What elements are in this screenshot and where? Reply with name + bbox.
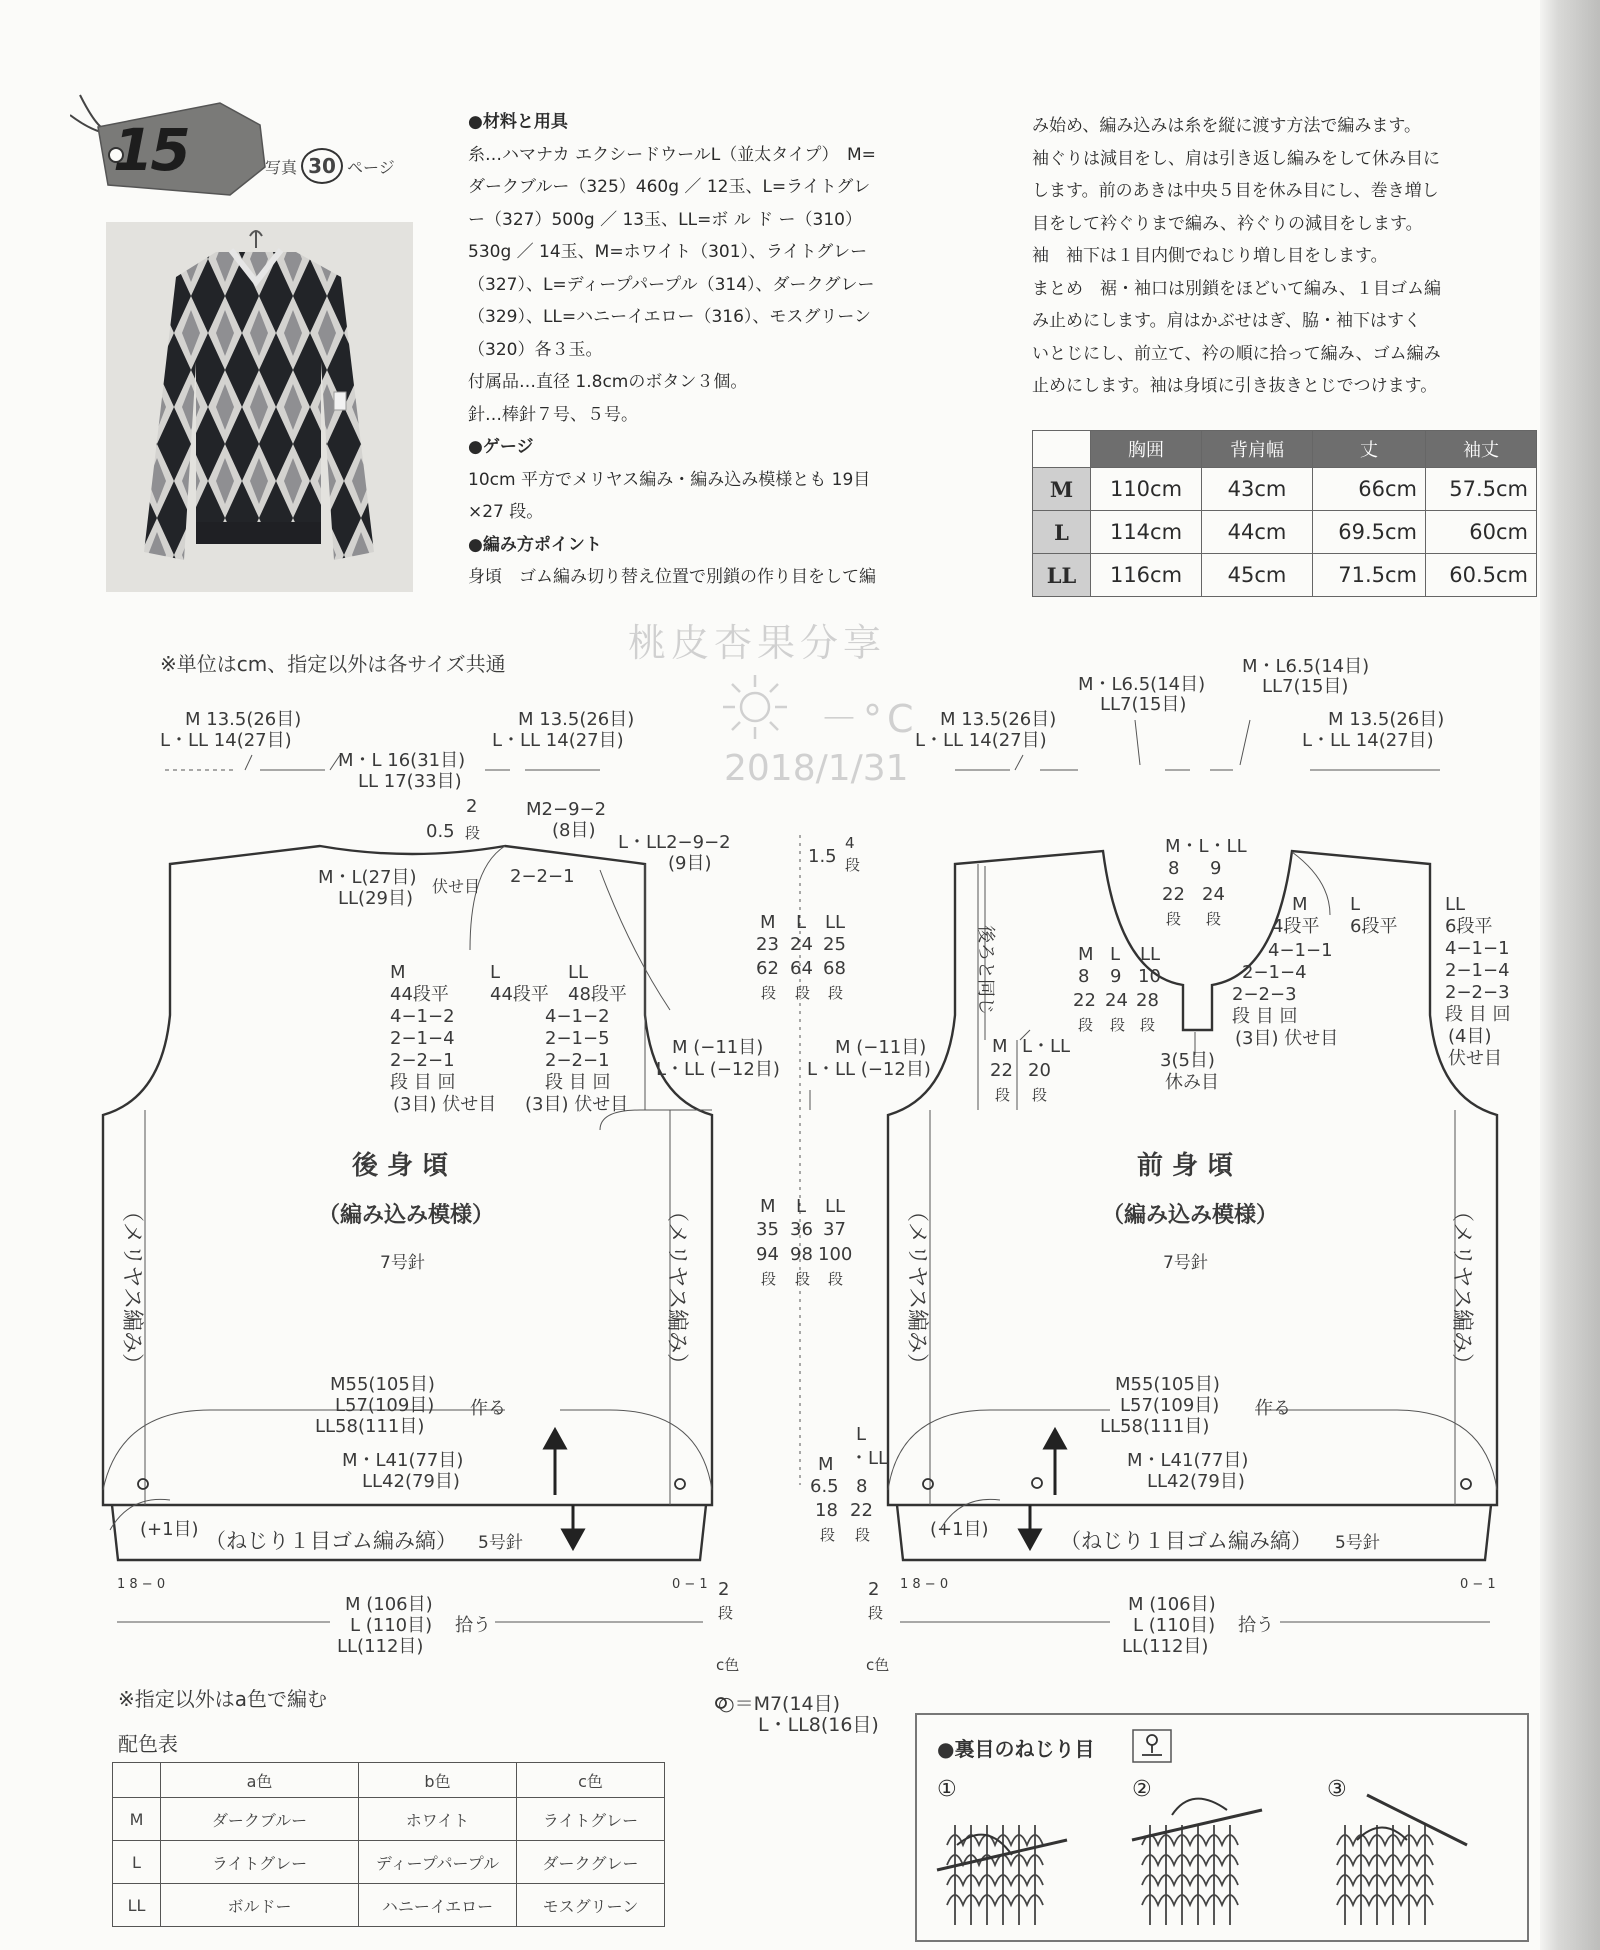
color-value: ボルドー (161, 1884, 359, 1927)
dim-label: L (796, 1196, 807, 1217)
size-table-header: 胸囲 (1091, 431, 1202, 468)
twisted-purl-title: ●裏目のねじり目 (937, 1737, 1095, 1761)
dim-label: L・LL 14(27目) (492, 730, 624, 751)
instruction-line: 袖 袖下は１目内側でねじり増し目をします。 (1032, 246, 1388, 266)
photo-ref-page: 30 (301, 148, 343, 184)
dim-label: 0 − 1 (1460, 1577, 1496, 1592)
dim-label: LL7(15目) (1100, 694, 1187, 715)
dim-label: M (760, 912, 776, 933)
dim-label: 2 (868, 1579, 880, 1600)
dim-label: 拾う (455, 1615, 491, 1636)
dim-label: L (490, 962, 501, 983)
back-rib-needle: 5号針 (478, 1533, 523, 1553)
dim-label: (3目) 伏せ目 (393, 1094, 497, 1115)
color-note: ※指定以外はa色で編む (118, 1687, 328, 1711)
dim-label: (4目) (1448, 1026, 1492, 1047)
size-label: L (1033, 511, 1091, 554)
photo-ref-suffix: ページ (347, 158, 395, 177)
dim-label: L (796, 912, 807, 933)
dim-label: c色 (866, 1656, 890, 1674)
dim-label: 作る (470, 1398, 506, 1419)
color-value: ダークグレー (517, 1841, 665, 1884)
dim-label: 2−1−4 (1242, 962, 1307, 983)
dim-label: L・LL2−9−2 (618, 832, 731, 853)
dim-label: L (1110, 944, 1121, 965)
dim-label: L・LL (−12目) (807, 1059, 931, 1080)
dim-label: 23 (756, 934, 779, 955)
dim-label: 2−1−5 (545, 1028, 610, 1049)
dim-label: 64 (790, 958, 813, 979)
dim-label: L (1350, 894, 1361, 915)
dim-label: 8 (1168, 858, 1180, 879)
color-value: ライトグレー (161, 1841, 359, 1884)
dim-label: (+1目) (140, 1519, 199, 1540)
dim-label: 段 (1206, 910, 1222, 928)
color-table (112, 1762, 665, 1927)
color-table-header: a色 (161, 1763, 359, 1798)
dim-label: 24 (1105, 990, 1128, 1011)
dim-label: M・L6.5(14目) (1242, 656, 1370, 677)
dim-label: M・L6.5(14目) (1078, 674, 1206, 695)
color-value: ホワイト (359, 1798, 517, 1841)
dim-label: M (106目) (1128, 1594, 1216, 1615)
color-value: ライトグレー (517, 1798, 665, 1841)
dim-label: 4−1−1 (1445, 938, 1510, 959)
dim-label: 18 (815, 1500, 838, 1521)
dim-label: LL(112目) (1122, 1636, 1209, 1657)
back-side-label-left: （メリヤス編み） (119, 1200, 144, 1376)
dim-label: 9 (1110, 966, 1122, 987)
circle-mark-legend: L・LL8(16目) (758, 1714, 879, 1736)
dim-label: M (390, 962, 406, 983)
dim-label: 6.5 (810, 1476, 839, 1497)
stitch-step-2-icon (1132, 1799, 1262, 1925)
dim-label: M・L41(77目) (1127, 1450, 1249, 1471)
dim-label: 22 (850, 1500, 873, 1521)
color-value: ハニーイエロー (359, 1884, 517, 1927)
color-value: モスグリーン (517, 1884, 665, 1927)
dim-label: 2 (466, 796, 478, 817)
dim-label: 段 (868, 1604, 884, 1622)
instruction-line: 止めにします。袖は身頃に引き抜きとじでつけます。 (1032, 376, 1438, 396)
dim-label: 2−2−1 (545, 1050, 610, 1071)
instruction-line: まとめ 裾・袖口は別鎖をほどいて編み、１目ゴム編 (1032, 278, 1442, 299)
dim-label: 伏せ目 (432, 877, 481, 896)
dim-label: 段 (795, 984, 811, 1002)
dim-label: 段 (795, 1270, 811, 1288)
dim-label: 2−2−1 (510, 866, 575, 887)
size-value: 43cm (1202, 468, 1313, 511)
dim-label: 4−1−2 (390, 1006, 455, 1027)
color-table-header: c色 (517, 1763, 665, 1798)
dim-label: LL 17(33目) (358, 771, 462, 792)
dim-label: 36 (790, 1219, 813, 1240)
dim-label: M (−11目) (835, 1037, 927, 1058)
table-row (113, 1798, 665, 1841)
dim-label: 2−1−4 (1445, 960, 1510, 981)
materials-line: 針…棒針７号、５号。 (468, 404, 638, 425)
color-value: ダークブルー (161, 1798, 359, 1841)
dim-label: 段 目 回 (390, 1072, 456, 1093)
instruction-line: 袖ぐりは減目をし、肩は引き返し編みをして休み目に (1032, 148, 1440, 169)
points-line: 身頃 ゴム編み切り替え位置で別鎖の作り目をして編 (468, 567, 876, 587)
dim-label: M・L(27目) (318, 867, 417, 888)
table-row (113, 1841, 665, 1884)
dim-label: 4−1−2 (545, 1006, 610, 1027)
dim-label: L・LL 14(27目) (1302, 730, 1434, 751)
dim-label: LL (1445, 894, 1466, 915)
color-size-label: M (113, 1798, 161, 1841)
front-body-title: 前 身 頃 (1137, 1151, 1234, 1181)
dim-label: 段 (820, 1526, 836, 1544)
dim-label: L・LL 14(27目) (915, 730, 1047, 751)
dim-label: 段 (1078, 1016, 1094, 1034)
front-rib-label: （ねじり１目ゴム編み縞） (1060, 1529, 1312, 1553)
dim-label: L (110目) (350, 1615, 433, 1636)
step-label: ① (937, 1777, 957, 1802)
dim-label: 段 (718, 1604, 734, 1622)
size-value: 57.5cm (1426, 468, 1537, 511)
dim-label: L・LL (−12目) (656, 1059, 780, 1080)
dim-label: 段 (1166, 910, 1182, 928)
size-value: 66cm (1313, 468, 1426, 511)
stitch-step-1-icon (937, 1825, 1067, 1925)
circle-mark-legend: ○＝M7(14目) (718, 1693, 841, 1715)
color-table-corner (113, 1763, 161, 1798)
size-value: 60cm (1426, 511, 1537, 554)
dim-label: 0.5 (426, 821, 455, 842)
size-value: 44cm (1202, 511, 1313, 554)
dim-label: M・L 16(31目) (338, 750, 466, 771)
dim-label: 100 (818, 1244, 853, 1265)
dim-label: 段 (995, 1086, 1011, 1104)
back-rib-label: （ねじり１目ゴム編み縞） (205, 1529, 457, 1553)
same-as-back-label: 後ろと同じ (975, 925, 996, 1015)
dim-label: 8 (1078, 966, 1090, 987)
dim-label: ・LL (850, 1448, 889, 1469)
dim-label: 6段平 (1350, 916, 1398, 937)
dim-label: 8 (856, 1476, 868, 1497)
instruction-line: 目をして衿ぐりまで編み、衿ぐりの減目をします。 (1032, 213, 1423, 234)
materials-line: ー（327）500g ／ 13玉、LL=ボ ル ド ー（310） (468, 209, 862, 230)
watermark-date: 2018/1/31 (724, 748, 909, 789)
back-body-title: 後 身 頃 (352, 1151, 449, 1181)
dim-label: LL (1140, 944, 1161, 965)
dim-label: M (−11目) (672, 1037, 764, 1058)
front-side-label-left: （メリヤス編み） (904, 1200, 929, 1376)
instruction-line: いとじにし、前立て、衿の順に拾って編み、ゴム編み (1032, 343, 1441, 364)
watermark-title: 桃皮杏果分享 (628, 621, 887, 665)
back-side-label-right: （メリヤス編み） (664, 1200, 689, 1376)
dim-label: (8目) (552, 820, 596, 841)
dim-label: LL42(79目) (362, 1471, 460, 1492)
dim-label: M 13.5(26目) (940, 709, 1057, 730)
color-table-title: 配色表 (118, 1732, 178, 1756)
front-side-label-right: （メリヤス編み） (1449, 1200, 1474, 1376)
dim-label: M2−9−2 (526, 799, 607, 820)
size-value: 71.5cm (1313, 554, 1426, 597)
photo-ref-prefix: 写真 (265, 158, 298, 177)
dim-label: 62 (756, 958, 779, 979)
dim-label: 2 (718, 1579, 730, 1600)
front-pattern-label: （編み込み模様） (1102, 1203, 1279, 1228)
dim-label: 段 (465, 824, 481, 842)
materials-line: 530g ／ 14玉、M=ホワイト（301）、ライトグレー (468, 242, 868, 262)
dim-label: 22 (990, 1060, 1013, 1081)
dim-label: 98 (790, 1244, 813, 1265)
instruction-line: します。前のあきは中央５目を休み目にし、巻き増し (1032, 181, 1439, 201)
dim-label: 段 目 回 (1445, 1004, 1511, 1025)
dim-label: c色 (716, 1656, 740, 1674)
step-label: ② (1132, 1777, 1152, 1802)
back-needle-label: 7号針 (380, 1253, 425, 1273)
dim-label: M (106目) (345, 1594, 433, 1615)
size-value: 110cm (1091, 468, 1202, 511)
dim-label: 段 目 回 (1232, 1006, 1298, 1027)
dim-label: M 13.5(26目) (185, 709, 302, 730)
dim-label: 22 (1073, 990, 1096, 1011)
dim-label: 68 (823, 958, 846, 979)
dim-label: 段 (1140, 1016, 1156, 1034)
dim-label: 44段平 (390, 984, 449, 1005)
materials-line: （327）、L=ディープパープル（314）、ダークグレー (468, 274, 875, 295)
materials-line: （320）各３玉。 (468, 339, 603, 360)
dim-label: M (992, 1036, 1008, 1057)
dim-label: (3目) 伏せ目 (1235, 1028, 1339, 1049)
dim-label: 2−1−4 (390, 1028, 455, 1049)
color-size-label: LL (113, 1884, 161, 1927)
dim-label: M 13.5(26目) (1328, 709, 1445, 730)
dim-label: 1.5 (808, 846, 837, 867)
pattern-number: 15 (113, 116, 188, 184)
twisted-purl-box (915, 1713, 1529, 1942)
dim-label: 10 (1138, 966, 1161, 987)
dim-label: L・LL 14(27目) (160, 730, 292, 751)
dim-label: 2−2−3 (1232, 984, 1297, 1005)
dim-label: M・L41(77目) (342, 1450, 464, 1471)
dim-label: (9目) (668, 853, 712, 874)
back-pattern-label: （編み込み模様） (318, 1203, 495, 1228)
dim-label: (+1目) (930, 1519, 989, 1540)
instruction-line: み始め、編み込みは糸を縦に渡す方法で編みます。 (1032, 116, 1421, 136)
front-needle-label: 7号針 (1163, 1253, 1208, 1273)
dim-label: 0 − 1 (672, 1577, 708, 1592)
dim-label: 35 (756, 1219, 779, 1240)
dim-label: 段 (1110, 1016, 1126, 1034)
size-table-header: 背肩幅 (1202, 431, 1313, 468)
color-table-header: b色 (359, 1763, 517, 1798)
dim-label: (3目) 伏せ目 (525, 1094, 629, 1115)
size-value: 60.5cm (1426, 554, 1537, 597)
dim-label: 94 (756, 1244, 779, 1265)
gauge-heading: ●ゲージ (468, 437, 534, 457)
size-table-header: 袖丈 (1426, 431, 1537, 468)
dim-label: M (1292, 894, 1308, 915)
dim-label: 4 (845, 834, 855, 852)
dim-label: LL58(111目) (1100, 1416, 1210, 1437)
dim-label: M・L・LL (1165, 836, 1247, 857)
dim-label: 37 (823, 1219, 846, 1240)
materials-line: ダークブルー（325）460g ／ 12玉、L=ライトグレ (468, 177, 871, 197)
front-rib-needle: 5号針 (1335, 1533, 1380, 1553)
watermark-temp: －°C (820, 697, 919, 741)
dim-label: L57(109目) (1120, 1395, 1220, 1416)
dim-label: 22 (1162, 884, 1185, 905)
size-label: M (1033, 468, 1091, 511)
points-heading: ●編み方ポイント (468, 534, 602, 555)
dim-label: 段 (855, 1526, 871, 1544)
materials-heading: ●材料と用具 (468, 112, 568, 132)
dim-label: M 13.5(26目) (518, 709, 635, 730)
size-table-header: 丈 (1313, 431, 1426, 468)
dim-label: L・LL (1022, 1036, 1071, 1057)
dim-label: 3(5目) (1160, 1050, 1215, 1071)
dim-label: LL42(79目) (1147, 1471, 1245, 1492)
dim-label: M55(105目) (1115, 1374, 1220, 1395)
dim-label: 段 目 回 (545, 1072, 611, 1093)
dim-label: 段 (845, 856, 861, 874)
dim-label: 段 (761, 984, 777, 1002)
stitch-illustrations (927, 1785, 1517, 1935)
dim-label: 段 (761, 1270, 777, 1288)
size-value: 116cm (1091, 554, 1202, 597)
size-value: 114cm (1091, 511, 1202, 554)
dim-label: 4段平 (1272, 916, 1320, 937)
dim-label: 1 8 − 0 (900, 1577, 949, 1592)
dim-label: LL (825, 912, 846, 933)
dim-label: 伏せ目 (1448, 1048, 1502, 1069)
dim-label: 1 8 − 0 (117, 1577, 166, 1592)
dim-label: M (818, 1454, 834, 1475)
dim-label: LL58(111目) (315, 1416, 425, 1437)
dim-label: L (110目) (1133, 1615, 1216, 1636)
dim-label: LL(29目) (338, 888, 414, 909)
dim-label: 48段平 (568, 984, 627, 1005)
dim-label: L (856, 1424, 867, 1445)
dim-label: 段 (828, 1270, 844, 1288)
dim-label: LL (825, 1196, 846, 1217)
dim-label: 44段平 (490, 984, 549, 1005)
size-value: 69.5cm (1313, 511, 1426, 554)
dim-label: 段 (828, 984, 844, 1002)
dim-label: LL(112目) (337, 1636, 424, 1657)
table-row (113, 1884, 665, 1927)
dim-label: 6段平 (1445, 916, 1493, 937)
dim-label: 4−1−1 (1268, 940, 1333, 961)
materials-line: （329）、LL=ハニーイエロー（316）、モスグリーン (468, 307, 872, 327)
gauge-line: 10cm 平方でメリヤス編み・編み込み模様とも 19目 (468, 469, 871, 490)
materials-line: 付属品…直径 1.8cmのボタン３個。 (468, 372, 748, 392)
dim-label: M (1078, 944, 1094, 965)
dim-label: 25 (823, 934, 846, 955)
dim-label: 2−2−1 (390, 1050, 455, 1071)
twisted-purl-symbol-icon (1132, 1729, 1172, 1763)
color-size-label: L (113, 1841, 161, 1884)
dim-label: 作る (1255, 1398, 1291, 1419)
size-value: 45cm (1202, 554, 1313, 597)
dim-label: 段 (1032, 1086, 1048, 1104)
dim-label: L57(109目) (335, 1395, 435, 1416)
dim-label: 休み目 (1165, 1072, 1219, 1093)
dim-label: M55(105目) (330, 1374, 435, 1395)
dim-label: 拾う (1238, 1615, 1274, 1636)
instruction-line: み止めにします。肩はかぶせはぎ、脇・袖下はすく (1032, 311, 1421, 331)
size-label: LL (1033, 554, 1091, 597)
unit-note: ※単位はcm、指定以外は各サイズ共通 (160, 652, 506, 676)
dim-label: LL7(15目) (1262, 676, 1349, 697)
step-label: ③ (1327, 1777, 1347, 1802)
dim-label: 20 (1028, 1060, 1051, 1081)
color-value: ディープパープル (359, 1841, 517, 1884)
gauge-line: ×27 段。 (468, 502, 544, 522)
dim-label: 9 (1210, 858, 1222, 879)
dim-label: 2−2−3 (1445, 982, 1510, 1003)
materials-line: 糸…ハマナカ エクシードウールL（並太タイプ） M= (468, 144, 876, 165)
dim-label: M (760, 1196, 776, 1217)
dim-label: 24 (790, 934, 813, 955)
stitch-step-3-icon (1337, 1795, 1467, 1925)
dim-label: LL (568, 962, 589, 983)
dim-label: 28 (1136, 990, 1159, 1011)
dim-label: 24 (1202, 884, 1225, 905)
